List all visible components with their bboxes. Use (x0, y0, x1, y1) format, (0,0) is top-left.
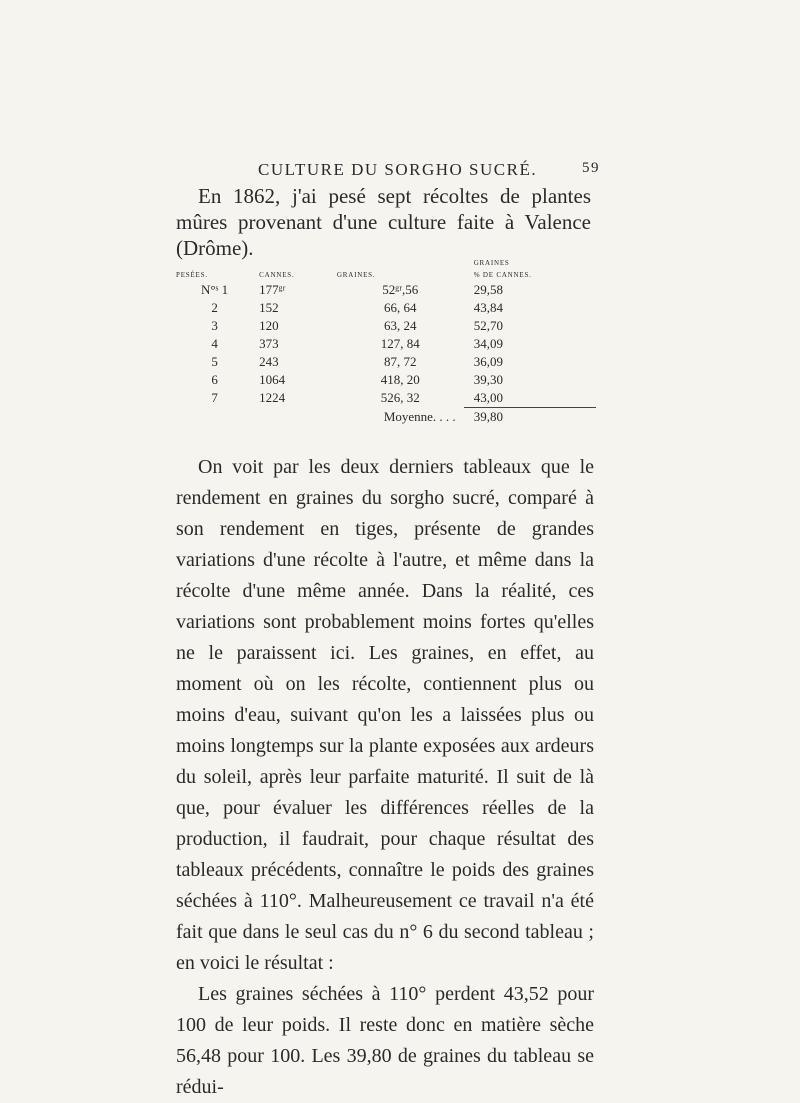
table-header-row (176, 269, 596, 281)
cell-graines: 52ᵍʳ,56 (382, 282, 419, 297)
cell-cannes: 373 (259, 336, 279, 351)
cell-pesee: 5 (211, 354, 218, 369)
cell-cannes: 243 (259, 354, 279, 369)
cell-percent: 34,09 (473, 336, 503, 351)
cell-graines: 127, 84 (380, 336, 420, 351)
cell-pesee: 2 (211, 300, 218, 315)
table-row (176, 389, 596, 408)
intro-paragraph (176, 183, 591, 261)
cell-pesee: 6 (211, 372, 218, 387)
running-title: CULTURE DU SORGHO SUCRÉ. (258, 160, 538, 179)
cell-cannes: 1064 (259, 372, 286, 387)
body-paragraph: Les graines séchées à 110° perdent 43,52 pour 100 de leur poids. Il reste donc en matière sèche 56,48 pour 100. Les 39,80 de graines du tableau se rédui- (176, 983, 594, 1098)
cell-cannes: 120 (259, 318, 279, 333)
cell-percent: 52,70 (473, 318, 503, 333)
cell-pesee: 4 (211, 336, 218, 351)
cell-graines: 63, 24 (384, 318, 417, 333)
col-header-cannes: CANNES. (259, 271, 295, 279)
cell-percent: 29,58 (473, 282, 503, 297)
moyenne-label: Moyenne. . . . (383, 408, 456, 424)
cell-cannes: 1224 (259, 390, 286, 406)
cell-graines: 526, 32 (380, 390, 420, 406)
cell-percent: 43,84 (473, 300, 503, 315)
cell-percent: 36,09 (473, 354, 503, 369)
cell-cannes: 152 (259, 300, 279, 315)
cell-percent: 43,00 (473, 390, 503, 405)
col-header-graines: GRAINES. (336, 271, 376, 279)
page-number: 59 (582, 160, 600, 176)
table-row (176, 371, 596, 389)
table-row (176, 353, 596, 371)
table-header-top: GRAINES (473, 259, 510, 267)
moyenne-row (176, 408, 596, 427)
harvest-table (176, 257, 596, 426)
cell-pesee: 7 (211, 390, 218, 406)
intro-text: En 1862, j'ai pesé sept récoltes de plantes mûres provenant d'une culture faite à Valence (Drôme). (176, 184, 591, 260)
table-row (176, 299, 596, 317)
cell-graines: 87, 72 (384, 354, 417, 369)
table-header-top-row (176, 257, 596, 269)
cell-cannes: 177ᵍʳ (259, 282, 286, 297)
table-row (176, 281, 596, 299)
col-header-pesees: PESÉES. (176, 271, 208, 279)
cell-graines: 66, 64 (384, 300, 417, 315)
body-paragraph: On voit par les deux derniers tableaux que le rendement en graines du sorgho sucré, comparé à son rendement en tiges, présente de grandes variations d'une récolte à l'autre, et même dans la récolte d'une même année. Dans la réalité, ces variations sont probablement moins fortes qu'elles ne le paraissent ici. Les graines, en effet, au moment où on les récolte, contiennent plus ou moins d'eau, suivant qu'on les a laissées plus ou moins longtemps sur la plante exposées aux ardeurs du soleil, après leur parfaite maturité. Il suit de là que, pour évaluer les différences réelles de la production, il faudrait, pour chaque résultat des tableaux précédents, connaître le poids des graines séchées à 110°. Malheureusement ce travail n'a été fait que dans le seul cas du n° 6 du second tableau ; en voici le résultat : (176, 456, 594, 974)
col-header-percent: % DE CANNES. (473, 271, 532, 279)
cell-pesee: 3 (211, 318, 218, 333)
cell-percent: 39,30 (473, 372, 503, 387)
moyenne-value: 39,80 (464, 408, 596, 427)
body-text (176, 452, 594, 1103)
table-row (176, 317, 596, 335)
cell-pesee: N°ˢ 1 (201, 282, 229, 297)
cell-graines: 418, 20 (380, 372, 420, 387)
table-row (176, 335, 596, 353)
